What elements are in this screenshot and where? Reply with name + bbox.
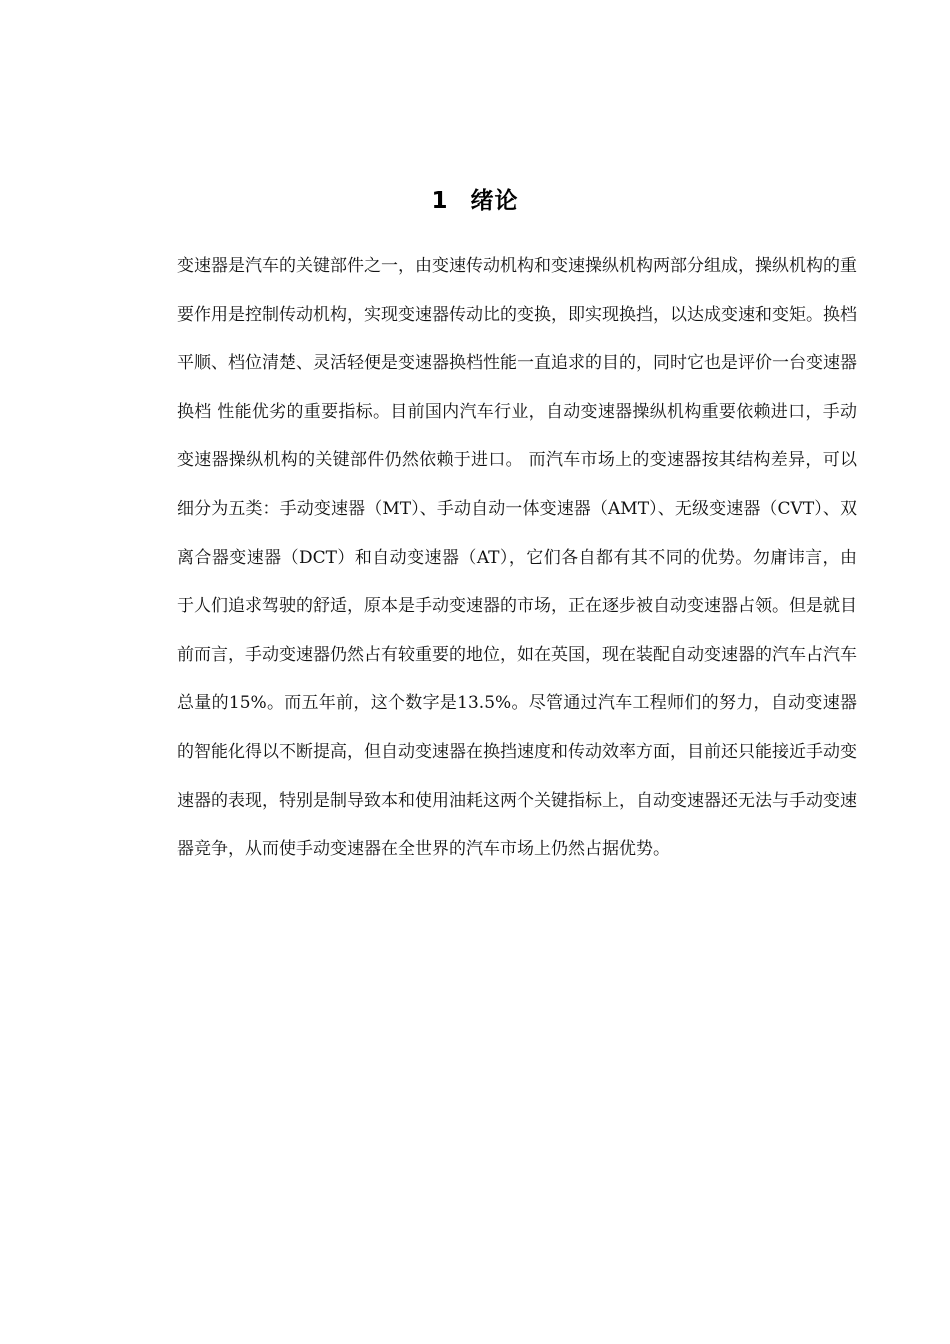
chapter-heading — [0, 183, 950, 219]
chapter-number: 1 — [431, 188, 449, 215]
chapter-title: 绪论 — [470, 188, 519, 215]
body-paragraph: 变速器是汽车的关键部件之一，由变速传动机构和变速操纵机构两部分组成，操纵机构的重要作用是控制传动机构，实现变速器传动比的变换，即实现换挡，以达成变速和变矩。换档平顺、档位清楚、灵活轻便是变速器换档性能一直追求的目的，同时它也是评价一台变速器换档 性能优劣的重要指标。目前国内汽车行业，自动变速器操纵机构重要依赖进口，手动变速器操纵机构的关键部件仍然依赖于进口。 而汽车市场上的变速器按其结构差异，可以细分为五类：手动变速器（MT）、手动自动一体变速器（AMT）、无级变速器（CVT）、双离合器变速器（DCT）和自动变速器（AT），它们各自都有其不同的优势。勿庸讳言，由于人们追求驾驶的舒适，原本是手动变速器的市场，正在逐步被自动变速器占领。但是就目前而言，手动变速器仍然占有较重要的地位，如在英国，现在装配自动变速器的汽车占汽车总量的15%。而五年前，这个数字是13.5%。尽管通过汽车工程师们的努力，自动变速器的智能化得以不断提高，但自动变速器在换挡速度和传动效率方面，目前还只能接近手动变速器的表现，特别是制导致本和使用油耗这两个关键指标上，自动变速器还无法与手动变速器竞争，从而使手动变速器在全世界的汽车市场上仍然占据优势。 — [177, 256, 857, 860]
